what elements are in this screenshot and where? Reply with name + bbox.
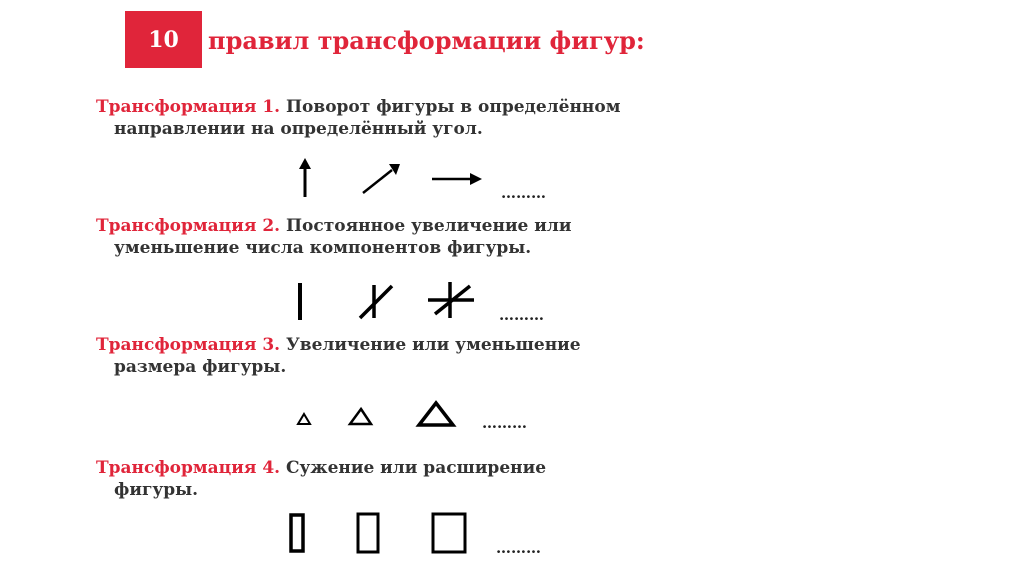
badge-number: 10: [148, 26, 179, 53]
rule-1-ellipsis: ………: [501, 184, 546, 202]
rule-3-label: Трансформация 3.: [96, 335, 281, 355]
rule-4-ellipsis: ………: [496, 539, 541, 557]
rule-4-continuation: фигуры.: [114, 480, 199, 500]
arrow-up-icon: [299, 158, 311, 197]
narrow-rectangle-icon: [291, 515, 303, 551]
rule-2-ellipsis: ………: [499, 306, 544, 324]
rule-2-text: Постоянное увеличение или: [286, 216, 572, 236]
asterisk-lines-icon: [428, 282, 474, 318]
crossed-line-icon: [360, 285, 392, 318]
rule-2-label: Трансформация 2.: [96, 216, 281, 236]
page-title: правил трансформации фигур:: [208, 26, 645, 55]
small-triangle-icon: [298, 414, 310, 424]
arrow-right-icon: [432, 173, 482, 185]
rule-2-continuation: уменьшение числа компонентов фигуры.: [114, 238, 532, 258]
arrow-diagonal-icon: [363, 164, 400, 193]
large-triangle-icon: [419, 403, 453, 425]
rule-3-continuation: размера фигуры.: [114, 357, 287, 377]
medium-triangle-icon: [350, 409, 371, 424]
rule-4-label: Трансформация 4.: [96, 458, 281, 478]
wide-rectangle-icon: [433, 514, 465, 552]
rule-1-continuation: направлении на определённый угол.: [114, 119, 483, 139]
rule-1-label: Трансформация 1.: [96, 97, 281, 117]
rule-4-text: Сужение или расширение: [286, 458, 547, 478]
rule-3-text: Увеличение или уменьшение: [286, 335, 581, 355]
rule-1-text: Поворот фигуры в определённом: [286, 97, 621, 117]
rule-3-ellipsis: ………: [482, 414, 527, 432]
medium-rectangle-icon: [358, 514, 378, 552]
